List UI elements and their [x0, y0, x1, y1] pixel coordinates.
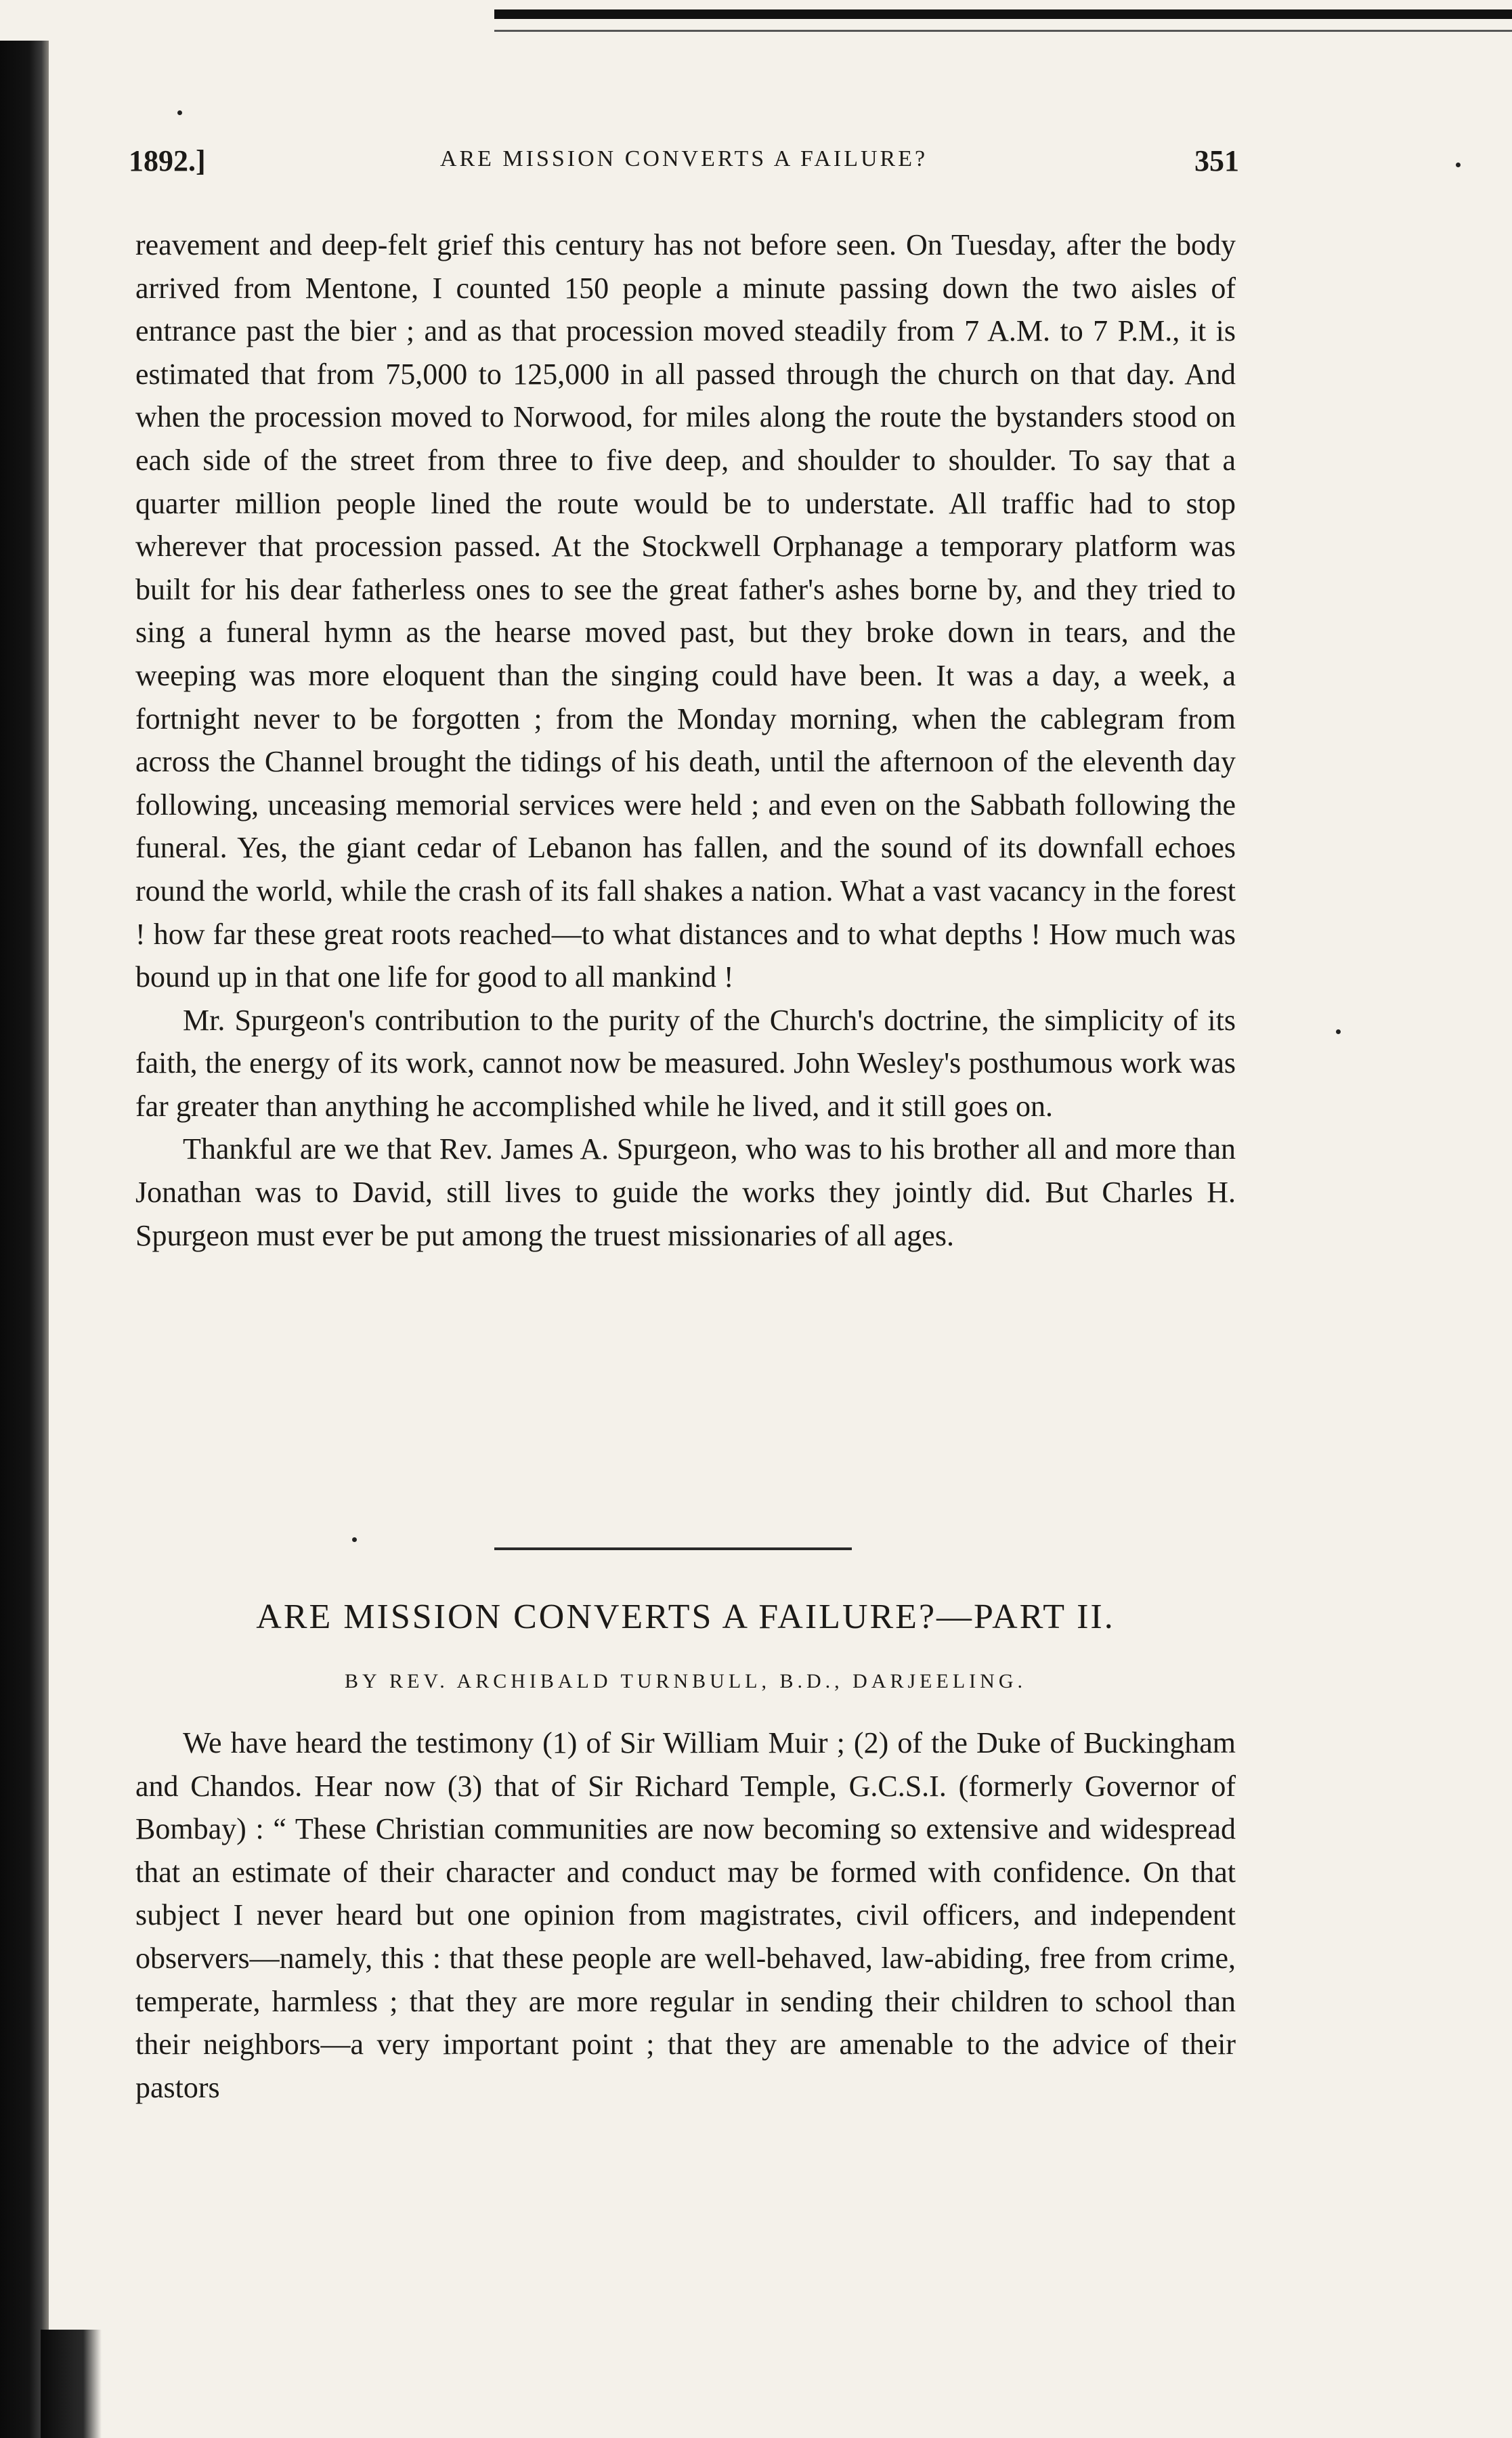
running-head-title: ARE MISSION CONVERTS A FAILURE?	[439, 146, 928, 171]
scan-binding-foot	[41, 2330, 102, 2438]
article-body	[135, 1721, 1236, 2109]
scan-binding-edge	[0, 41, 49, 2438]
section-divider	[494, 1547, 852, 1550]
article-paragraph: We have heard the testimony (1) of Sir William Muir ; (2) of the Duke of Buckingham and Chandos. Hear now (3) that of Sir Richard Temple, G.C.S.I. (formerly Governor of Bombay) : “ These Christian communities are now becoming so extensive and widespread that an estimate of their character and conduct may be formed with confidence. On that subject I never heard but one opinion from magistrates, civil officers, and independent observers—namely, this : that these people are well-behaved, law-abiding, free from crime, temperate, harmless ; that they are more regular in sending their children to school than their neighbors—a very important point ; that they are amenable to the advice of their pastors	[135, 1726, 1236, 2104]
body-paragraph: Thankful are we that Rev. James A. Spurgeon, who was to his brother all and more than Jonathan was to David, still lives to guide the works they jointly did. But Charles H. Spurgeon must ever be put among the truest missionaries of all ages.	[135, 1132, 1236, 1252]
continued-article-text	[135, 223, 1236, 1257]
scan-speck	[352, 1537, 357, 1542]
scan-top-rule	[494, 9, 1512, 19]
running-head-year: 1892.]	[129, 144, 206, 177]
body-paragraph: Mr. Spurgeon's contribution to the purity of the Church's doctrine, the simplicity of its faith, the energy of its work, cannot now be measured. John Wesley's posthumous work was far greater than anything he accomplished while he lived, and it still goes on.	[135, 1003, 1236, 1123]
page-number: 351	[1194, 144, 1239, 177]
body-paragraph: reavement and deep-felt grief this century has not before seen. On Tuesday, after the body arrived from Mentone, I counted 150 people a minute passing down the two aisles of entrance past the bier ; and as that procession moved steadily from 7 A.M. to 7 P.M., it is estimated that from 75,000 to 125,000 in all passed through the church on that day. And when the procession moved to Norwood, for miles along the route the bystanders stood on each side of the street from three to five deep, and shoulder to shoulder. To say that a quarter million people lined the route would be to understate. All traffic had to stop wherever that procession passed. At the Stockwell Orphanage a temporary platform was built for his dear fatherless ones to see the great father's ashes borne by, and they tried to sing a funeral hymn as the hearse moved past, but they broke down in tears, and the weeping was more eloquent than the singing could have been. It was a day, a week, a fortnight never to be forgotten ; from the Monday morning, when the cablegram from across the Channel brought the tidings of his death, until the afternoon of the eleventh day following, unceasing memorial services were held ; and even on the Sabbath following the funeral. Yes, the giant cedar of Lebanon has fallen, and the sound of its downfall echoes round the world, while the crash of its fall shakes a nation. What a vast vacancy in the forest ! how far these great roots reached—to what distances and to what depths ! How much was bound up in that one life for good to all mankind !	[135, 228, 1236, 994]
article-title: ARE MISSION CONVERTS A FAILURE?—PART II.	[256, 1598, 1115, 1636]
article-byline: BY REV. ARCHIBALD TURNBULL, B.D., DARJEELING.	[345, 1670, 1027, 1692]
running-head	[129, 144, 1239, 184]
scan-speck	[1456, 163, 1461, 167]
scan-speck	[177, 110, 182, 115]
scan-speck	[1336, 1029, 1341, 1034]
scan-top-rule-thin	[494, 30, 1512, 32]
